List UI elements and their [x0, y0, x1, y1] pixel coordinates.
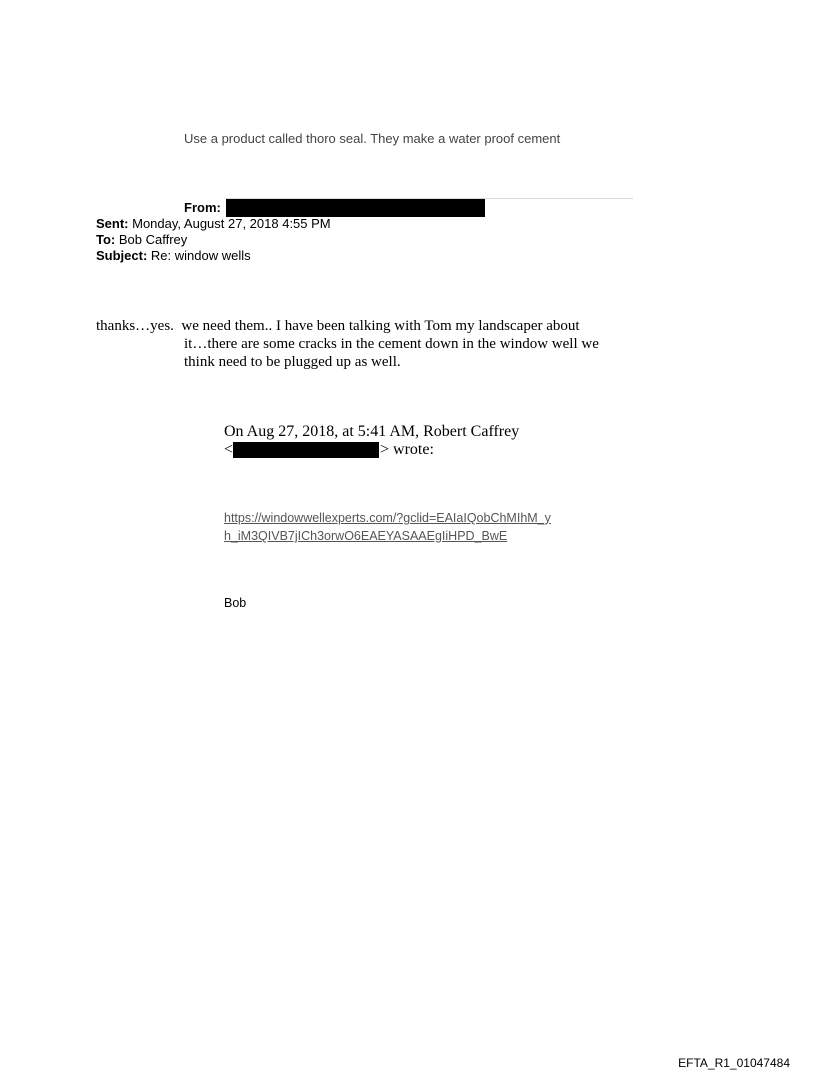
sent-value: Monday, August 27, 2018 4:55 PM: [132, 216, 331, 231]
subject-row: [96, 248, 251, 264]
reply-lead: thanks…yes.: [96, 318, 174, 334]
signature: Bob: [224, 596, 247, 610]
reply-line-3: think need to be plugged up as well.: [184, 354, 401, 370]
window-well-link-line-1[interactable]: https://windowwellexperts.com/?gclid=EAIaIQobChMIhM_y: [224, 511, 551, 525]
from-label: From:: [184, 200, 221, 215]
redacted-email-block: [233, 442, 379, 458]
sent-row: [96, 216, 331, 232]
subject-label: Subject:: [96, 248, 148, 263]
quoted-attribution-open: <: [224, 441, 234, 458]
to-value: Bob Caffrey: [118, 232, 188, 247]
to-row: [96, 232, 187, 248]
reply-line-1: [96, 317, 580, 335]
reply-line-2: it…there are some cracks in the cement down in the window well we: [184, 336, 599, 352]
reply-line-1-text: we need them.. I have been talking with Tom my landscaper about: [181, 318, 580, 334]
window-well-link-line-2[interactable]: h_iM3QIVB7jICh3orwO6EAEYASAAEgIiHPD_BwE: [224, 529, 508, 543]
redacted-sender-block: [226, 199, 485, 217]
subject-value: Re: window wells: [150, 248, 251, 263]
from-row: [184, 200, 221, 216]
top-message: Use a product called thoro seal. They make a water proof cement: [184, 131, 561, 146]
document-id: EFTA_R1_01047484: [678, 1056, 790, 1070]
quoted-attribution-close: > wrote:: [380, 441, 434, 458]
to-label: To:: [96, 232, 116, 247]
quoted-attribution-line-1: On Aug 27, 2018, at 5:41 AM, Robert Caffrey: [224, 423, 520, 440]
sent-label: Sent:: [96, 216, 129, 231]
